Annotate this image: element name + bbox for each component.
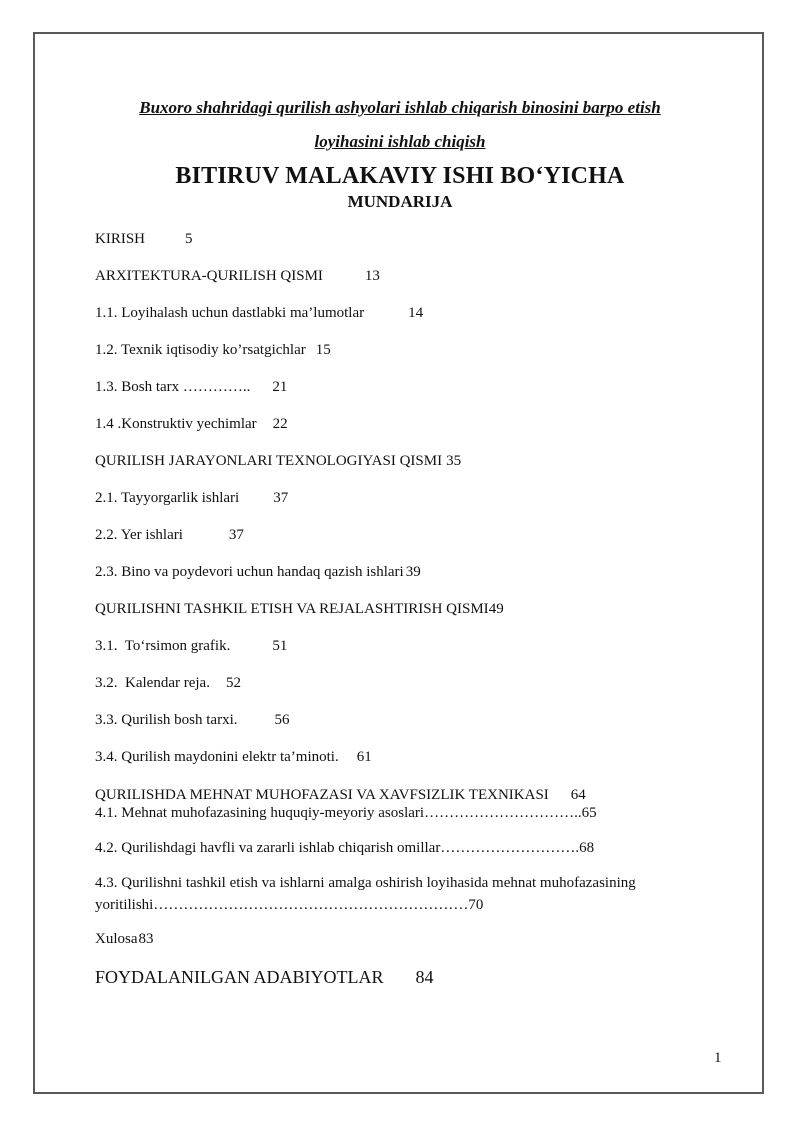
toc-entry-page: 61 — [356, 749, 372, 765]
toc-entry-page: 22 — [272, 416, 288, 432]
toc-entry — [95, 452, 461, 470]
toc-entry-label: 1.3. Bosh tarx ………….. — [95, 379, 251, 395]
toc-entry-label: 4.3. Qurilishni tashkil etish va ishlarni amalga oshirish loyihasida mehnat muhofazasining yoritilishi………………………………………………………70 — [95, 875, 636, 913]
toc-entry — [95, 872, 695, 916]
document-title: BITIRUV MALAKAVIY ISHI BO‘YICHA — [175, 163, 625, 189]
toc-entry — [95, 600, 504, 618]
toc-entry-label: 3.2. Kalendar reja. — [95, 675, 210, 691]
toc-entry-page: 49 — [488, 601, 504, 617]
toc-entry-label: 1.2. Texnik iqtisodiy ko’rsatgichlar — [95, 342, 306, 358]
toc-entry — [95, 637, 287, 655]
toc-entry-label: 2.2. Yer ishlari — [95, 527, 183, 543]
toc-entry — [95, 930, 154, 948]
toc-entry-label: 1.1. Loyihalash uchun dastlabki ma’lumotlar — [95, 305, 365, 321]
toc-entry — [95, 489, 288, 507]
toc-entry-label: 3.3. Qurilish bosh tarxi. — [95, 712, 238, 728]
toc-entry — [95, 786, 586, 804]
toc-entry-page: 21 — [272, 379, 288, 395]
toc-entry-page: 13 — [364, 268, 380, 284]
toc-entry-page: 52 — [225, 675, 241, 691]
toc-entry — [95, 415, 288, 433]
toc-entry-page: 35 — [446, 453, 462, 469]
toc-entry-label: FOYDALANILGAN ADABIYOTLAR — [95, 967, 384, 987]
toc-entry-page: 84 — [415, 967, 434, 987]
toc-heading: MUNDARIJA — [347, 192, 453, 211]
toc-entry-page: 83 — [138, 931, 154, 947]
toc-entry — [95, 804, 597, 822]
toc-entry — [95, 563, 421, 581]
toc-entry — [95, 378, 287, 396]
toc-entry-page: 56 — [274, 712, 290, 728]
toc-entry-page: 5 — [185, 231, 193, 247]
toc-entry — [95, 267, 380, 285]
toc-entry — [95, 966, 433, 988]
toc-entry — [95, 674, 241, 692]
toc-entry-label: QURILISHNI TASHKIL ETISH VA REJALASHTIRISH QISMI — [95, 601, 489, 617]
toc-entry-page: 15 — [315, 342, 331, 358]
toc-entry — [95, 230, 193, 248]
toc-entry — [95, 711, 290, 729]
toc-entry — [95, 748, 372, 766]
toc-entry-label: 3.1. To‘rsimon grafik. — [95, 638, 231, 654]
document-subtitle-line-1: Buxoro shahridagi qurilish ashyolari ishlab chiqarish binosini barpo etish — [139, 98, 661, 117]
toc-entry-page: 51 — [272, 638, 288, 654]
toc-entry — [95, 341, 331, 359]
toc-entry-page: 14 — [408, 305, 424, 321]
toc-entry-label: 4.1. Mehnat muhofazasining huquqiy-meyoriy asoslari…………………………..65 — [95, 805, 597, 821]
document-subtitle-line-2: loyihasini ishlab chiqish — [314, 132, 486, 151]
toc-entry-label: 3.4. Qurilish maydonini elektr ta’minoti. — [95, 749, 339, 765]
toc-entry-label: 2.3. Bino va poydevori uchun handaq qazish ishlari — [95, 564, 404, 580]
toc-entry-label: QURILISHDA MEHNAT MUHOFAZASI VA XAVFSIZLIK TEXNIKASI — [95, 787, 549, 803]
toc-entry-page: 37 — [228, 527, 244, 543]
toc-entry — [95, 839, 594, 857]
toc-entry-label: ARXITEKTURA-QURILISH QISMI — [95, 268, 323, 284]
toc-entry — [95, 304, 423, 322]
toc-entry-page: 37 — [273, 490, 289, 506]
toc-entry-label: 4.2. Qurilishdagi havfli va zararli ishlab chiqarish omillar……………………….68 — [95, 840, 595, 856]
page-number: 1 — [714, 1050, 722, 1066]
toc-entry-page: 39 — [405, 564, 421, 580]
toc-entry-label: 2.1. Tayyorgarlik ishlari — [95, 490, 240, 506]
toc-entry — [95, 526, 244, 544]
toc-entry-page: 64 — [570, 787, 586, 803]
toc-entry-label: QURILISH JARAYONLARI TEXNOLOGIYASI QISMI — [95, 453, 443, 469]
toc-entry-label: 1.4 .Konstruktiv yechimlar — [95, 416, 257, 432]
toc-entry-label: Xulosa — [95, 931, 138, 947]
toc-entry-label: KIRISH — [95, 231, 146, 247]
